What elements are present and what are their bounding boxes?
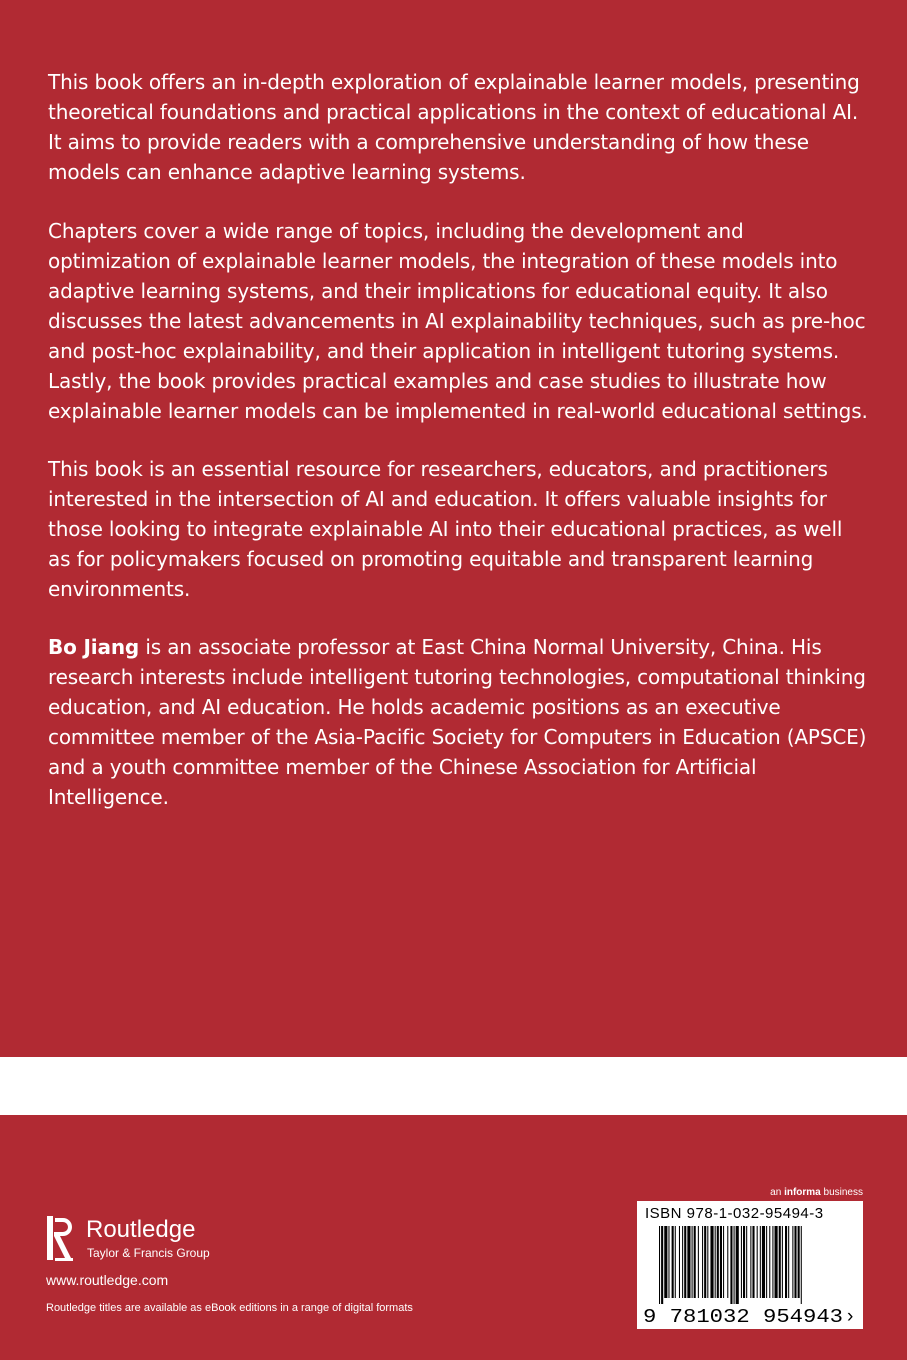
barcode-chevron-icon: › bbox=[847, 1306, 854, 1326]
barcode-bars bbox=[659, 1226, 802, 1304]
barcode-bar bbox=[782, 1226, 783, 1298]
barcode-bar bbox=[723, 1226, 724, 1298]
barcode-bar bbox=[760, 1226, 761, 1298]
barcode-bar bbox=[741, 1226, 742, 1298]
barcode-bar bbox=[694, 1226, 696, 1298]
isbn-number: ISBN 978-1-032-95494-3 bbox=[645, 1205, 824, 1222]
description-paragraph-1: This book offers an in-depth exploration of explainable learner models, presenting theoretical foundations and practical applications in the context of educational AI. It aims to provide readers with a comprehensive understanding of how these models can enhance adaptive learning systems. bbox=[48, 70, 860, 184]
publisher-logo bbox=[46, 1214, 246, 1264]
barcode-bar bbox=[757, 1226, 758, 1298]
barcode-bar bbox=[788, 1226, 789, 1298]
barcode-bar bbox=[710, 1226, 713, 1298]
barcode-bar bbox=[772, 1226, 773, 1298]
barcode-bar bbox=[661, 1226, 663, 1304]
barcode-bar bbox=[707, 1226, 708, 1298]
publisher-name: Routledge bbox=[86, 1216, 196, 1243]
barcode-bar bbox=[717, 1226, 719, 1298]
barcode-bar bbox=[752, 1226, 754, 1298]
barcode-bar bbox=[798, 1226, 800, 1298]
barcode-bar bbox=[801, 1226, 802, 1304]
barcode-bar bbox=[679, 1226, 680, 1298]
barcode-graphic bbox=[641, 1226, 859, 1326]
barcode-bar bbox=[687, 1226, 690, 1298]
barcode-bar bbox=[762, 1226, 765, 1298]
barcode-bar bbox=[702, 1226, 703, 1298]
barcode-bar bbox=[743, 1226, 745, 1298]
barcode-bar bbox=[727, 1226, 728, 1298]
description-paragraph-2: Chapters cover a wide range of topics, including the development and optimization of explainable learner models, the integration of these models into adaptive learning systems, and their implications for educational equity. It also discusses the latest advancements in AI explainability techniques, such as pre-hoc and post-hoc explainability, and their application in intelligent tutoring systems. Lastly, the book provides practical examples and case studies to illustrate how explainable learner models can be implemented in real-world educational settings. bbox=[48, 219, 868, 423]
informa-prefix: an bbox=[770, 1187, 785, 1198]
informa-suffix: business bbox=[820, 1187, 863, 1198]
barcode-bar bbox=[766, 1226, 767, 1298]
barcode-bar bbox=[785, 1226, 787, 1298]
barcode-bar bbox=[779, 1226, 781, 1298]
informa-brand: informa bbox=[784, 1187, 821, 1198]
white-stripe bbox=[0, 1057, 907, 1115]
barcode-bar bbox=[736, 1226, 739, 1304]
publisher-website[interactable]: www.routledge.com bbox=[46, 1272, 169, 1288]
barcode-bar bbox=[734, 1226, 735, 1304]
barcode-bar bbox=[672, 1226, 674, 1298]
barcode-bar bbox=[675, 1226, 676, 1298]
barcode-bar bbox=[746, 1226, 747, 1298]
barcode-bar bbox=[750, 1226, 751, 1298]
barcode-bar bbox=[769, 1226, 770, 1298]
informa-business-tag bbox=[770, 1187, 863, 1199]
barcode-bar bbox=[730, 1226, 732, 1304]
barcode-bar bbox=[792, 1226, 793, 1298]
barcode-bar bbox=[664, 1226, 667, 1298]
author-bio bbox=[48, 632, 868, 812]
author-name: Bo Jiang bbox=[48, 635, 140, 659]
routledge-r-logo-icon bbox=[46, 1214, 76, 1264]
barcode-bar bbox=[659, 1226, 660, 1304]
author-bio-text: is an associate professor at East China Normal University, China. His research interests include intelligent tutoring technologies, computational thinking education, and AI education. He holds academic positions as an executive committee member of the Asia-Pacific Society for Computers in Education (APSCE) and a youth committee member of the Chinese Association for Artificial Intelligence. bbox=[48, 635, 867, 809]
barcode-bar bbox=[715, 1226, 716, 1298]
isbn-barcode bbox=[637, 1201, 863, 1329]
barcode-bar bbox=[692, 1226, 693, 1298]
barcode-bar bbox=[775, 1226, 778, 1298]
barcode-bar bbox=[684, 1226, 686, 1298]
barcode-bar bbox=[668, 1226, 669, 1298]
description-paragraph-3: This book is an essential resource for researchers, educators, and practitioners interested in the intersection of AI and education. It offers valuable insights for those looking to integrate explainable AI into their educational practices, as well as for policymakers focused on promoting equitable and transparent learning environments. bbox=[48, 457, 843, 601]
publisher-group: Taylor & Francis Group bbox=[87, 1246, 210, 1260]
barcode-bar bbox=[720, 1226, 722, 1298]
barcode-bar bbox=[682, 1226, 683, 1298]
ebook-availability-note: Routledge titles are available as eBook editions in a range of digital formats bbox=[46, 1302, 413, 1314]
barcode-bar bbox=[698, 1226, 699, 1298]
barcode-digits: 9 781032 954943 bbox=[643, 1306, 843, 1326]
barcode-bar bbox=[704, 1226, 706, 1298]
barcode-bar bbox=[794, 1226, 796, 1298]
